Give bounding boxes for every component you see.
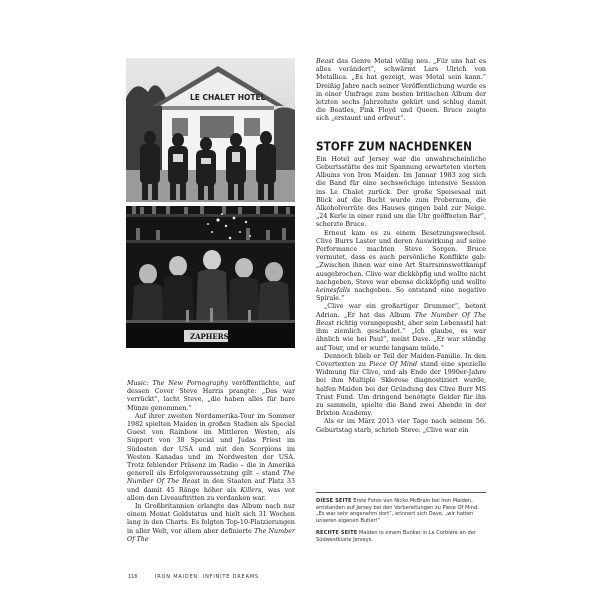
hotel-sign: LE CHALET HOTEL <box>190 93 266 102</box>
right-column-text <box>316 58 486 435</box>
paragraph: Dennoch blieb er Teil der Maiden-Familie. In den Covertexten zu Piece Of Mind stand eine spezielle Widmung für Clive, und als Ende der 1990er-Jahre bei ihm Multiple Sklerose diagnostiziert wurde, halfen Maiden bei der Gründung des Clive Burr MS Trust Fund. Um dringend benötigte Gelder für ihn zu sammeln, spielte die Band zwei Abende in der Brixton Academy. <box>316 352 486 418</box>
hotel-photo-illustration <box>126 58 295 202</box>
photo-band-at-hotel <box>126 58 295 202</box>
paragraph: Music: The New Pornography veröffentlichte, auf dessen Cover Steve Harris prangte: „Das war verrückt“, lacht Steve, „die haben alles für bare Münze genommen.“ <box>127 380 295 412</box>
paragraph: Auf ihrer zweiten Nordamerika-Tour im Sommer 1982 spielten Maiden in großen Stadien als Special Guest von Rainbow im Mittleren Westen, als Support von 38 Special und Judas Priest im Südosten der USA und mit den Scorpions im Westen Kanadas und im Nordwesten der USA. Trotz fehlender Präsenz im Radio – die in Amerika generell als Erfolgsvoraussetzung gilt – stand The Number Of The Beast in den Staaten auf Platz 33 und damit 45 Ränge höher als Killers, was vor allem den Liveauftritten zu verdanken war. <box>127 412 295 502</box>
bar-sign: ZAPHERS <box>190 332 229 341</box>
page-number: 116 <box>128 574 138 580</box>
paragraph: Erneut kam es zu einem Besetzungswechsel. Clive Burrs Laster und deren Auswirkung auf seine Performance machten Steve Sorgen. Bruce vermutet, dass es auch persönliche Konflikte gab: „Zwischen ihnen war eine Art Starrsinnswettkampf ausgebrochen. Clive war dickköpfig und wollte nicht nachgeben, Steve war ebenso dickköpfig und wollte keinesfalls nachgeben. So entstand eine negative Spirale.“ <box>316 229 486 303</box>
bar-photo-illustration <box>126 206 295 348</box>
paragraph: Beast das Genre Metal völlig neu. „Für uns hat es alles verändert“, schwärmt Lars Ulrich von Metallica. „Es hat gezeigt, was Metal sein kann.“ Dreißig Jahre nach seiner Veröffentlichung wurde es in einer Umfrage zum besten britischen Album der letzten sechs Jahrzehnte gekürt und schlug damit die Beatles, Pink Floyd und Queen. Bruce zeigte sich „erstaunt und erfreut“. <box>316 58 486 123</box>
caption-right-page: RECHTE SEITE Maiden in einem Bunker in La Corbière an der Südwestküste Jerseys. <box>316 530 476 544</box>
paragraph: Als er im März 2013 vier Tage nach seinem 56. Geburtstag starb, schrieb Steve: „Clive war ein <box>316 418 486 434</box>
running-head: IRON MAIDEN: INFINITE DREAMS <box>155 574 259 580</box>
photo-captions <box>316 492 486 549</box>
left-column-text <box>127 380 295 544</box>
photo-band-at-bar <box>126 206 295 348</box>
caption-divider <box>316 492 486 493</box>
paragraph: Ein Hotel auf Jersey war die unwahrscheinliche Geburtsstätte des mit Spannung erwarteten vierten Albums von Iron Maiden. Im Januar 1983 zog sich die Band für eine sechswöchige intensive Session ins Le Chalet zurück. Der große Speisesaal mit Blick auf die Bucht wurde zum Proberaum, die Alkoholvorräte des Hauses gingen bald zur Neige. „24 Kerle in einer rund um die Uhr geöffneten Bar“, scherzte Bruce. <box>316 155 486 229</box>
caption-this-page: DIESE SEITE Erste Fotos von Nicko McBrain bei Iron Maiden, entstanden auf Jersey bei den Vorbereitungen zu Piece Of Mind. „Es war sehr angenehm dort“, erinnert sich Dave, „wir hatten unseren eigenen Butler!“ <box>316 497 479 525</box>
section-heading: STOFF ZUM NACHDENKEN <box>316 139 473 154</box>
paragraph: „Clive war ein großartiger Drummer“, betont Adrian. „Er hat das Album The Number Of The Beast richtig vorangepusht, aber sein Lebensstil hat ihm ziemlich geschadet.“ „Ich glaube, es war ähnlich wie bei Paul“, meint Dave. „Er war ständig auf Tour, und er wurde langsam müde.“ <box>316 303 486 352</box>
paragraph: In Großbritannien erlangte das Album nach nur einem Monat Goldstatus und hielt sich 31 Wochen lang in den Charts. Es folgten Top-10-Platzierungen in aller Welt, vor allem aber definierte The Number Of The <box>127 503 295 543</box>
